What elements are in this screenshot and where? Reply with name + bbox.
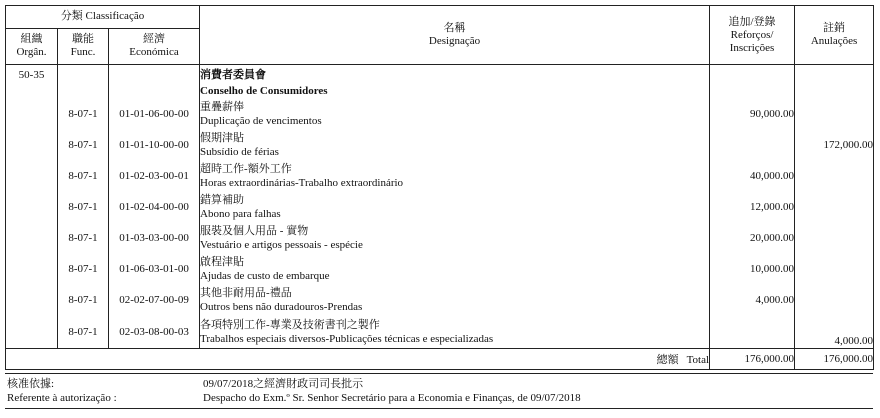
annulment-amount: [795, 253, 874, 284]
table-row: [6, 191, 874, 222]
designation: [200, 191, 710, 222]
table-row: [6, 98, 874, 129]
reinforcements-header-pt2: Inscrições: [729, 41, 775, 54]
table-row: [6, 160, 874, 191]
empty-cell: [6, 191, 58, 222]
functional-code: 8-07-1: [58, 284, 109, 315]
annulment-amount: [795, 98, 874, 129]
designation-pt: Ajudas de custo de embarque: [200, 269, 330, 282]
reinforcement-amount: 90,000.00: [710, 98, 795, 129]
annulments-header-pt: Anulações: [810, 35, 858, 47]
economic-code: 01-02-04-00-00: [109, 191, 200, 222]
reinforcements-header: [710, 6, 795, 65]
functional-code: 8-07-1: [58, 191, 109, 222]
classification-header: 分類 Classificação: [6, 6, 200, 29]
economic-header-zh: 經濟: [143, 33, 166, 46]
authorization-label: [7, 377, 117, 405]
annulment-amount: 4,000.00: [795, 315, 874, 349]
economic-code: 01-01-06-00-00: [109, 98, 200, 129]
total-annulment: 176,000.00: [795, 349, 874, 370]
functional-code: 8-07-1: [58, 222, 109, 253]
empty-cell: [795, 65, 874, 99]
table-row: [6, 253, 874, 284]
economic-code: 02-03-08-00-03: [109, 315, 200, 349]
empty-cell: [6, 284, 58, 315]
functional-code: 8-07-1: [58, 253, 109, 284]
reinforcement-amount: [710, 315, 795, 349]
designation-zh: 服裝及個人用品 - 實物: [200, 224, 309, 237]
entity-name-pt-cell: [200, 84, 710, 98]
reinforcement-amount: 4,000.00: [710, 284, 795, 315]
annulment-amount: [795, 160, 874, 191]
economic-code: 02-02-07-00-09: [109, 284, 200, 315]
table-row: [6, 315, 874, 349]
designation-pt: Vestuário e artigos pessoais - espécie: [200, 238, 363, 251]
reinforcements-header-zh: 追加/登錄: [728, 15, 776, 28]
annulments-header: [795, 6, 874, 65]
organic-header-zh: 組織: [20, 33, 43, 46]
authorization-label-zh: 核准依據:: [7, 378, 55, 390]
empty-cell: [6, 160, 58, 191]
empty-cell: [6, 253, 58, 284]
empty-cell: [58, 65, 109, 99]
designation: [200, 284, 710, 315]
table-row: [6, 284, 874, 315]
designation-pt: Abono para falhas: [200, 207, 281, 220]
designation-header-zh: 名稱: [443, 22, 466, 34]
economic-code: 01-06-03-01-00: [109, 253, 200, 284]
functional-code: 8-07-1: [58, 160, 109, 191]
empty-cell: [6, 315, 58, 349]
functional-header-pt: Func.: [70, 46, 96, 59]
entity-name-pt: Conselho de Consumidores: [200, 85, 328, 97]
organic-header-pt: Orgân.: [16, 46, 47, 59]
economic-code: 01-01-10-00-00: [109, 129, 200, 160]
authorization-block: [5, 373, 873, 409]
budget-table: [5, 5, 874, 370]
annulment-amount: [795, 222, 874, 253]
entity-row: [6, 65, 874, 85]
organic-header: [6, 28, 58, 64]
designation: [200, 315, 710, 349]
designation-zh: 各項特別工作-專業及技術書刊之製作: [200, 318, 380, 331]
designation-zh: 錯算補助: [200, 193, 245, 206]
economic-code: 01-02-03-00-01: [109, 160, 200, 191]
annulments-header-zh: 註銷: [823, 22, 846, 34]
authorization-text-pt: Despacho do Exm.º Sr. Senhor Secretário para a Economia e Finanças, de 09/07/2018: [203, 392, 581, 404]
empty-cell: [6, 222, 58, 253]
reinforcement-amount: [710, 129, 795, 160]
annulment-amount: [795, 191, 874, 222]
total-row: [6, 349, 874, 370]
economic-code: 01-03-03-00-00: [109, 222, 200, 253]
authorization-label-pt: Referente à autorização :: [7, 392, 117, 404]
designation-zh: 假期津貼: [200, 131, 245, 144]
designation-header: [200, 6, 710, 65]
designation: [200, 222, 710, 253]
designation: [200, 253, 710, 284]
designation-zh: 超時工作-額外工作: [200, 162, 292, 175]
table-row: [6, 222, 874, 253]
designation: [200, 98, 710, 129]
reinforcement-amount: 12,000.00: [710, 191, 795, 222]
empty-cell: [6, 98, 58, 129]
designation-header-pt: Designação: [428, 35, 481, 47]
designation: [200, 160, 710, 191]
reinforcement-amount: 40,000.00: [710, 160, 795, 191]
table-row: [6, 129, 874, 160]
total-reinforcement: 176,000.00: [710, 349, 795, 370]
economic-header-pt: Económica: [129, 46, 179, 59]
authorization-text: [203, 377, 581, 405]
designation-zh: 啟程津貼: [200, 255, 245, 268]
designation-pt: Trabalhos especiais diversos-Publicações técnicas e especializadas: [200, 332, 494, 345]
annulment-amount: [795, 284, 874, 315]
designation-pt: Subsídio de férias: [200, 145, 279, 158]
functional-header-zh: 職能: [72, 33, 94, 46]
empty-cell: [109, 65, 200, 99]
entity-name: [200, 65, 710, 85]
designation-zh: 重疊薪俸: [200, 100, 245, 113]
functional-code: 8-07-1: [58, 98, 109, 129]
total-label-zh: 總額: [656, 354, 679, 366]
reinforcement-amount: 10,000.00: [710, 253, 795, 284]
entity-code: 50-35: [6, 65, 58, 99]
designation-pt: Outros bens não duradouros-Prendas: [200, 300, 363, 313]
economic-header: [109, 28, 200, 64]
designation-pt: Horas extraordinárias-Trabalho extraordinário: [200, 176, 404, 189]
designation-zh: 其他非耐用品-禮品: [200, 286, 292, 299]
total-label-pt: Total: [686, 354, 710, 366]
authorization-text-zh: 09/07/2018之經濟財政司司長批示: [203, 378, 364, 390]
empty-cell: [710, 65, 795, 99]
functional-header: [58, 28, 109, 64]
functional-code: 8-07-1: [58, 315, 109, 349]
reinforcements-header-pt1: Reforços/: [730, 28, 774, 41]
total-label: [6, 349, 710, 370]
annulment-amount: 172,000.00: [795, 129, 874, 160]
functional-code: 8-07-1: [58, 129, 109, 160]
entity-name-zh: 消費者委員會: [200, 68, 267, 81]
designation: [200, 129, 710, 160]
designation-pt: Duplicação de vencimentos: [200, 114, 322, 127]
empty-cell: [6, 129, 58, 160]
reinforcement-amount: 20,000.00: [710, 222, 795, 253]
